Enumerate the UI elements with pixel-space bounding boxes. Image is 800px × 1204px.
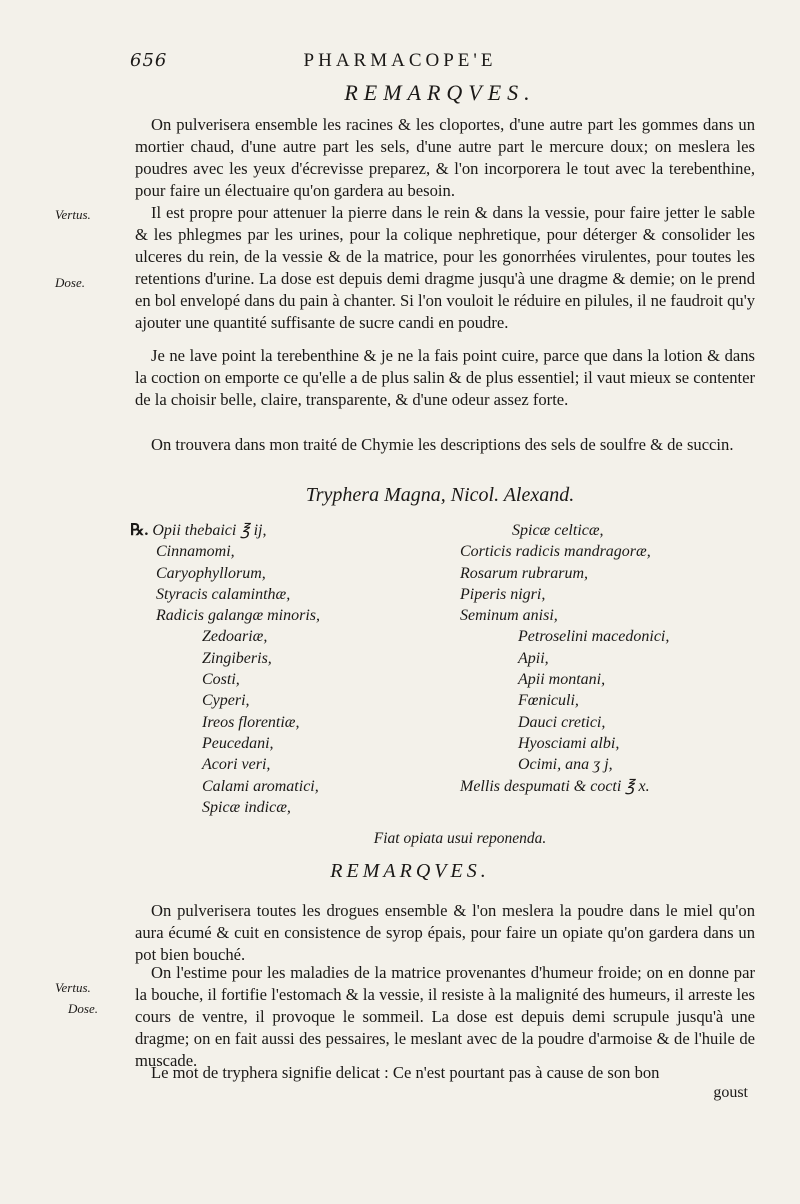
ingredient-line: Apii montani, bbox=[518, 671, 606, 689]
ingredient-line: Acori veri, bbox=[202, 756, 271, 774]
ingredient-line: Petroselini macedonici, bbox=[518, 628, 670, 646]
ingredient-line: Costi, bbox=[202, 671, 240, 689]
paragraph-etymology: Le mot de tryphera signifie delicat : Ce n'est pourtant pas à cause de son bon bbox=[151, 1063, 660, 1082]
paragraph-virtues: On l'estime pour les maladies de la matrice provenantes d'humeur froide; on en donne par la bouche, il fortifie l'estomach & la vessie, il resiste à la malignité des humeurs, il arreste les cours de ventre, il provoque le sommeil. La dose est depuis demi scrupule jusqu'à une dragme; on en fait aussi des pessaires, le meslant avec de la poudre d'armoise & de l'huile de muscade. bbox=[135, 963, 755, 1070]
ingredient-line: Dauci cretici, bbox=[518, 713, 606, 731]
ingredient-line: Peucedani, bbox=[202, 734, 274, 752]
margin-note-vertus: Vertus. bbox=[55, 207, 91, 222]
margin-note-dose: Dose. bbox=[55, 275, 85, 290]
paragraph-preparation: On pulverisera ensemble les racines & les cloportes, d'une autre part les gommes dans un mortier chaud, d'une autre part les sels, d'une autre part le mercure doux; on meslera les poudres avec les yeux d'écrevisse preparez, & l'on incorporera le tout avec la terebenthine, pour faire un électuaire qu'on gardera au besoin. bbox=[135, 115, 755, 200]
ingredient-column-right bbox=[460, 520, 750, 797]
margin-note-dose: Dose. bbox=[68, 1001, 98, 1016]
ingredient-line: Corticis radicis mandragoræ, bbox=[460, 543, 651, 561]
section-heading-remarques: REMARQVES. bbox=[330, 860, 490, 882]
ingredient-line: Ocimi, ana ʒ j, bbox=[518, 756, 613, 774]
ingredient-line: Spicæ indicæ, bbox=[202, 798, 291, 816]
recipe-symbol: ℞. bbox=[130, 522, 149, 539]
recipe-directive: Fiat opiata usui reponenda. bbox=[373, 830, 547, 847]
ingredient-line: Cinnamomi, bbox=[156, 543, 235, 561]
ingredient-line: Piperis nigri, bbox=[460, 585, 546, 603]
ingredient-line: Styracis calaminthæ, bbox=[156, 585, 291, 603]
running-title: PHARMACOPE'E bbox=[303, 50, 497, 71]
ingredient-line: Spicæ celticæ, bbox=[512, 522, 604, 539]
ingredient-line: Apii, bbox=[518, 649, 549, 667]
ingredient-line: Fœniculi, bbox=[518, 692, 579, 710]
ingredient-line: Radicis galangæ minoris, bbox=[156, 607, 321, 625]
ingredient-line: Caryophyllorum, bbox=[156, 564, 266, 582]
ingredient-line: Seminum anisi, bbox=[460, 607, 558, 625]
ingredient-line: ℞. Opii thebaici ℥ ij, bbox=[130, 522, 267, 539]
ingredient-line: Hyosciami albi, bbox=[518, 734, 620, 752]
ingredient-line: Ireos florentiæ, bbox=[202, 713, 300, 731]
ingredient-line: Mellis despumati & cocti ℥ x. bbox=[460, 777, 650, 795]
ingredient-line: Cyperi, bbox=[202, 692, 250, 710]
paragraph-chymie-reference: On trouvera dans mon traité de Chymie les descriptions des sels de soulfre & de succin. bbox=[151, 435, 734, 454]
ingredient-column-left bbox=[130, 520, 390, 818]
margin-note-vertus: Vertus. bbox=[55, 980, 91, 995]
page-number: 656 bbox=[130, 50, 168, 71]
section-heading-remarques: REMARQVES. bbox=[344, 80, 536, 105]
recipe-title: Tryphera Magna, Nicol. Alexand. bbox=[305, 484, 575, 506]
ingredient-list bbox=[130, 520, 730, 816]
ingredient-line: Rosarum rubrarum, bbox=[460, 564, 589, 582]
paragraph-virtues: Il est propre pour attenuer la pierre dans le rein & dans la vessie, pour faire jetter le sable & les phlegmes par les urines, pour la colique nephretique, pour déterger & consolider les ulceres du rein, de la vessie & de la matrice, pour les gonorrhées virulentes, pour toutes les retentions d'urine. La dose est depuis demi dragme jusqu'à une dragme & demie; on le prend en bol envelopé dans du pain à chanter. Si l'on vouloit le réduire en pilules, il ne faudroit qu'y ajouter une quantité suffisante de sucre candi en poudre. bbox=[135, 203, 755, 332]
catchword: goust bbox=[713, 1084, 748, 1101]
ingredient-line: Zedoariæ, bbox=[202, 628, 268, 646]
paragraph-terebenthine: Je ne lave point la terebenthine & je ne la fais point cuire, parce que dans la lotion & dans la coction on emporte ce qu'elle a de plus salin & de plus essentiel; il vaut mieux se contenter de la choisir belle, claire, transparente, & d'une odeur assez forte. bbox=[135, 346, 755, 409]
ingredient-line: Calami aromatici, bbox=[202, 777, 319, 795]
ingredient-line: Zingiberis, bbox=[202, 649, 272, 667]
paragraph-preparation: On pulverisera toutes les drogues ensemble & l'on meslera la poudre dans le miel qu'on aura écumé & cuit en consistence de syrop épais, pour faire un opiate qu'on gardera dans un pot bien bouché. bbox=[135, 901, 755, 964]
